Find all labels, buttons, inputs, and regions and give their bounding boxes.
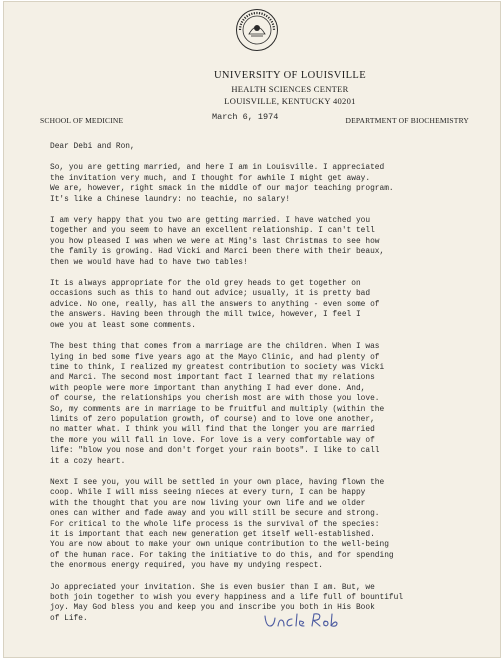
department-label: DEPARTMENT OF BIOCHEMISTRY [345, 116, 469, 125]
university-name: UNIVERSITY OF LOUISVILLE [213, 70, 367, 81]
salutation: Dear Debi and Ron, [50, 142, 135, 151]
handwritten-signature [262, 610, 342, 634]
health-center-name: HEALTH SCIENCES CENTER [231, 84, 349, 94]
paragraph-3: It is always appropriate for the old grey heads to get together on occasions such as this to hand out advice; usually, it is pretty bad advice. No one, really, has all the answers to anything - even some of the answers. Having been through the mill twice, however, I feel I owe you at least some comments. [50, 279, 380, 330]
university-seal-icon [235, 8, 279, 52]
school-label: SCHOOL OF MEDICINE [40, 116, 124, 125]
letterhead-address: LOUISVILLE, KENTUCKY 40201 [224, 96, 356, 106]
letter-body [50, 142, 490, 635]
paragraph-6: Jo appreciated your invitation. She is even busier than I am. But, we both join together to wish you every happiness and a life full of bountiful joy. May God bless you and keep you and inscribe you both in His Book of Life. [50, 582, 404, 623]
letter-date: March 6, 1974 [212, 112, 279, 122]
paragraph-2: I am very happy that you two are getting married. I have watched you together and you seem to have an excellent relationship. I can't tell you how pleased I was when we were at Ming's last Christmas to see how the family is growing. Had Vicki and Marci been there with their beaux, then we would have had to have two tables! [50, 216, 385, 267]
paragraph-4: The best thing that comes from a marriage are the children. When I was lying in bed some five years ago at the Mayo Clinic, and had plenty of time to think, I realized my greatest contribution to society was Vicki and Marci. The second most important fact I learned that my relations with people were more important than anything I had ever done. And, of course, the relationships you cherish most are with those you love. So, my comments are in marriage to be fruitful and multiply (within the limits of zero population growth, of course) and to love one another, no matter what. I think you will find that the longer you are married the more you will fall in love. For love is a very comfortable way of life: "blow you nose and don't forget your rain boots". I like to call it a cozy heart. [50, 342, 385, 466]
paragraph-5: Next I see you, you will be settled in your own place, having flown the coop. While I will miss seeing nieces at every turn, I can be happy with the thought that you are now living your own life and we older ones can wither and fade away and you will still be secure and strong. For critical to the whole life process is the survival of the species: it is important that each new generation get itself well-established. You are now about to make your own unique contribution to the well-being of the human race. For taking the initiative to do this, and for spending the enormous energy required, you have my undying respect. [50, 477, 394, 571]
letter-page [4, 2, 500, 657]
paragraph-1: So, you are getting married, and here I am in Louisville. I appreciated the invitation very much, and I thought for awhile I might get away. We are, however, right smack in the middle of our major teaching program. It's like a Chinese laundry: no teachie, no salary! [50, 163, 394, 204]
